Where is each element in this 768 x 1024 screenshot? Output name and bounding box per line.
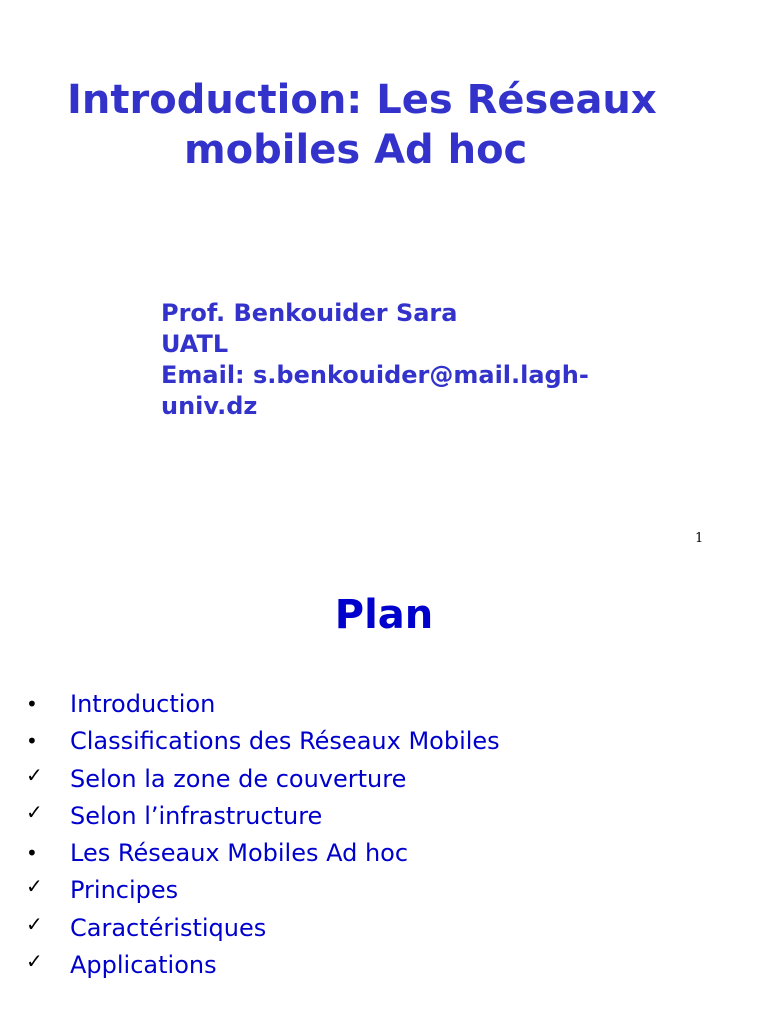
author-name: Prof. Benkouider Sara bbox=[161, 299, 458, 327]
author-affiliation: UATL bbox=[161, 330, 229, 358]
slide-title-line-1: Introduction: Les Réseaux bbox=[67, 77, 657, 123]
checkmark-icon: ✓ bbox=[26, 874, 43, 899]
author-block bbox=[161, 298, 589, 422]
slide-2 bbox=[0, 560, 768, 1024]
plan-item-label: Classifications des Réseaux Mobiles bbox=[70, 727, 500, 756]
bullet-icon: • bbox=[26, 729, 38, 754]
checkmark-icon: ✓ bbox=[26, 911, 43, 936]
checkmark-icon: ✓ bbox=[26, 799, 43, 824]
plan-item-label: Introduction bbox=[70, 690, 216, 718]
plan-item-label: Les Réseaux Mobiles Ad hoc bbox=[70, 839, 409, 868]
checkmark-icon: ✓ bbox=[26, 762, 43, 787]
plan-item-label: Selon la zone de couverture bbox=[70, 764, 407, 793]
plan-item-label: Selon l’infrastructure bbox=[70, 801, 323, 830]
author-email-continued: univ.dz bbox=[161, 392, 258, 420]
bullet-icon: • bbox=[26, 692, 38, 716]
page-number: 1 bbox=[695, 531, 704, 546]
checkmark-icon: ✓ bbox=[26, 949, 43, 974]
bullet-icon: • bbox=[26, 841, 38, 866]
plan-item-label: Principes bbox=[70, 876, 179, 905]
plan-title: Plan bbox=[334, 592, 434, 638]
plan-item-label: Caractéristiques bbox=[70, 913, 267, 942]
author-email: Email: s.benkouider@mail.lagh- bbox=[161, 361, 589, 389]
plan-item-label: Applications bbox=[70, 951, 217, 980]
slide-title-line-2: mobiles Ad hoc bbox=[184, 127, 528, 173]
